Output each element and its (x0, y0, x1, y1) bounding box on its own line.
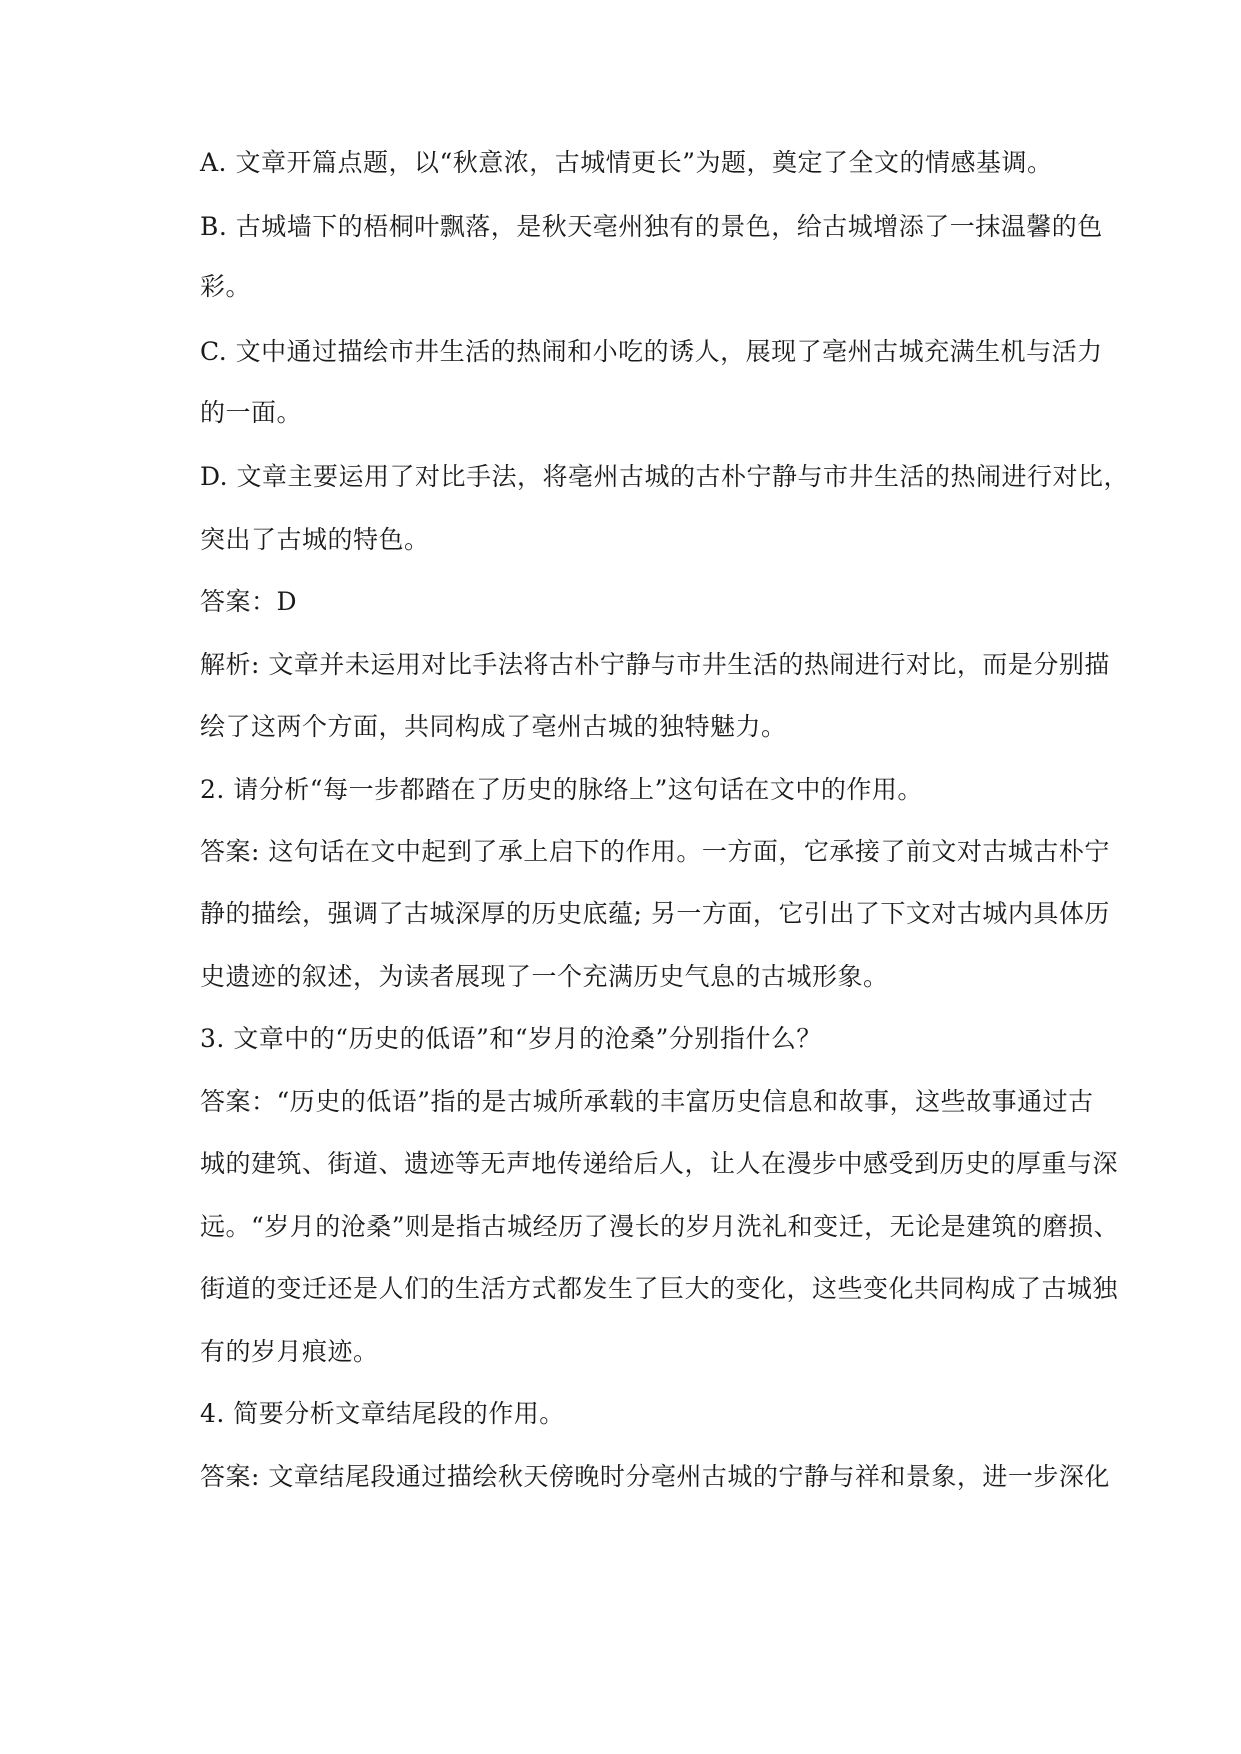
option-a: A. 文章开篇点题，以“秋意浓，古城情更长”为题，奠定了全文的情感基调。 (200, 148, 1053, 177)
option-b-line-2: 彩。 (200, 272, 252, 301)
question-4: 4. 简要分析文章结尾段的作用。 (200, 1399, 565, 1428)
answer-2-line-2: 静的描绘，强调了古城深厚的历史底蕴; 另一方面，它引出了下文对古城内具体历 (200, 899, 1110, 928)
option-c-line-1: C. 文中通过描绘市井生活的热闹和小吃的诱人，展现了亳州古城充满生机与活力 (200, 337, 1103, 366)
option-d-line-2: 突出了古城的特色。 (200, 525, 430, 554)
answer-4-line-1: 答案: 文章结尾段通过描绘秋天傍晚时分亳州古城的宁静与祥和景象，进一步深化 (200, 1462, 1110, 1491)
answer-2-line-1: 答案: 这句话在文中起到了承上启下的作用。一方面，它承接了前文对古城古朴宁 (200, 837, 1110, 866)
option-c-line-2: 的一面。 (200, 398, 303, 427)
answer-3-line-3: 远。“岁月的沧桑”则是指古城经历了漫长的岁月洗礼和变迁，无论是建筑的磨损、 (200, 1212, 1120, 1241)
answer-1: 答案：D (200, 587, 298, 616)
analysis-line-1: 解析: 文章并未运用对比手法将古朴宁静与市井生活的热闹进行对比，而是分别描 (200, 650, 1110, 679)
answer-2-line-3: 史遗迹的叙述，为读者展现了一个充满历史气息的古城形象。 (200, 962, 889, 991)
answer-3-line-1: 答案：“历史的低语”指的是古城所承载的丰富历史信息和故事，这些故事通过古 (200, 1087, 1094, 1116)
option-b-line-1: B. 古城墙下的梧桐叶飘落，是秋天亳州独有的景色，给古城增添了一抹温馨的色 (200, 212, 1103, 241)
option-d-line-1: D. 文章主要运用了对比手法，将亳州古城的古朴宁静与市井生活的热闹进行对比， (200, 462, 1130, 491)
answer-3-line-5: 有的岁月痕迹。 (200, 1337, 379, 1366)
answer-3-line-4: 街道的变迁还是人们的生活方式都发生了巨大的变化，这些变化共同构成了古城独 (200, 1274, 1119, 1303)
question-2: 2. 请分析“每一步都踏在了历史的脉络上”这句话在文中的作用。 (200, 775, 923, 804)
answer-3-line-2: 城的建筑、街道、遗迹等无声地传递给后人，让人在漫步中感受到历史的厚重与深 (200, 1149, 1119, 1178)
question-3: 3. 文章中的“历史的低语”和“岁月的沧桑”分别指什么？ (200, 1024, 822, 1053)
analysis-line-2: 绘了这两个方面，共同构成了亳州古城的独特魅力。 (200, 712, 787, 741)
